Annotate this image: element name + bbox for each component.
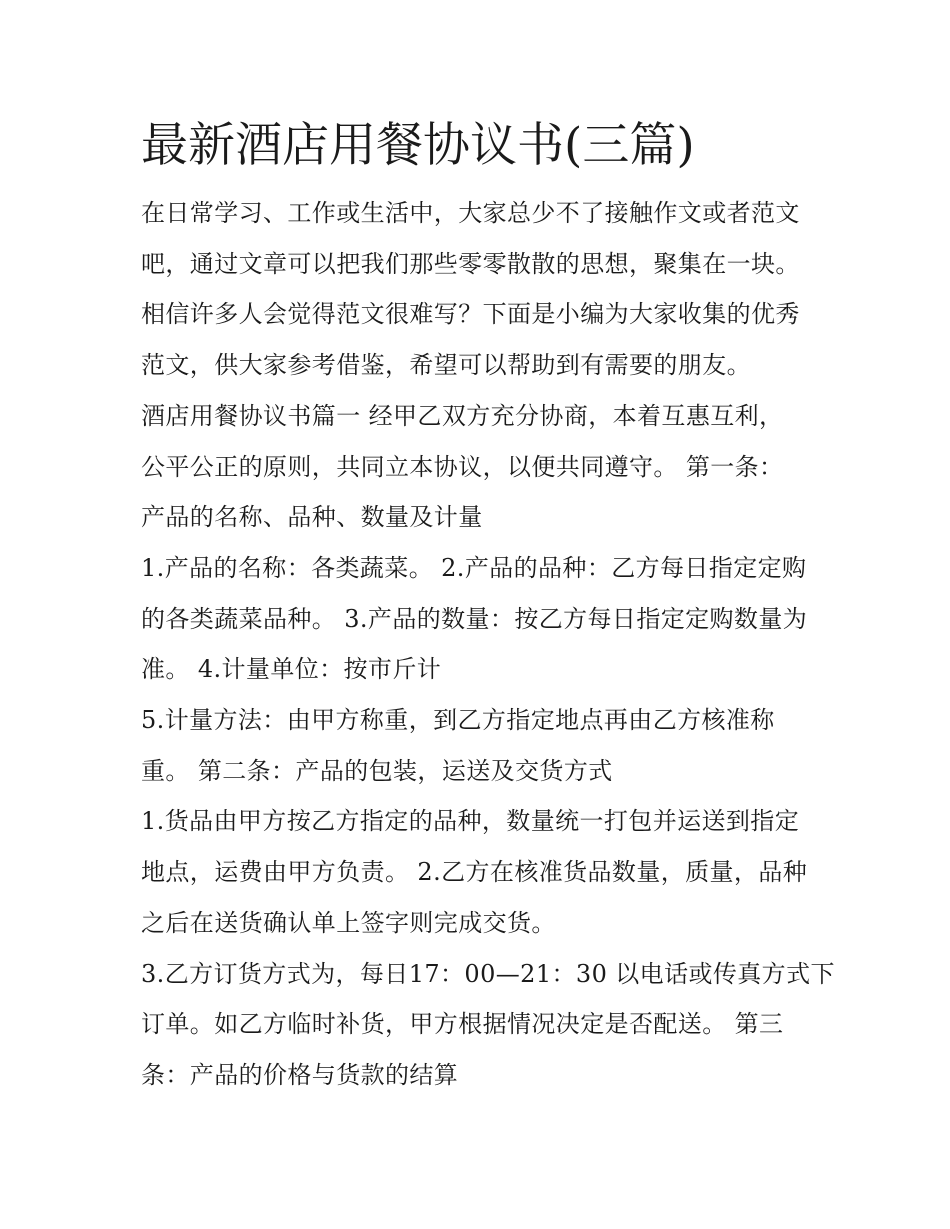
text-line: 公平公正的原则，共同立本协议，以便共同遵守。 第一条： xyxy=(141,452,784,481)
text-line: 产品的名称、品种、数量及计量 xyxy=(141,503,483,532)
text-line: 条：产品的价格与货款的结算 xyxy=(141,1060,459,1089)
text-line: 1.货品由甲方按乙方指定的品种，数量统一打包并运送到指定 xyxy=(141,807,800,836)
text-line: 准。 4.计量单位：按市斤计 xyxy=(141,655,442,684)
text-line: 在日常学习、工作或生活中，大家总少不了接触作文或者范文 xyxy=(141,199,800,227)
text-line: 3.乙方订货方式为，每日17：00—21：30 以电话或传真方式下 xyxy=(141,959,835,988)
text-line: 酒店用餐协议书篇一 经甲乙双方充分协商，本着互惠互利， xyxy=(141,401,784,430)
text-line: 地点，运费由甲方负责。 2.乙方在核准货品数量，质量，品种 xyxy=(141,858,808,887)
paragraph-ordering xyxy=(141,949,835,1101)
paragraph-delivery xyxy=(141,796,821,948)
paragraph-product-items xyxy=(141,543,821,695)
text-line: 订单。如乙方临时补货，甲方根据情况决定是否配送。 第三 xyxy=(141,1010,784,1039)
text-line: 重。 第二条：产品的包装，运送及交货方式 xyxy=(141,756,613,785)
text-line: 1.产品的名称：各类蔬菜。 2.产品的品种：乙方每日指定定购 xyxy=(141,553,807,582)
paragraph-article-1 xyxy=(141,391,821,543)
paragraph-measurement xyxy=(141,695,821,796)
text-line: 5.计量方法：由甲方称重，到乙方指定地点再由乙方核准称 xyxy=(141,706,775,735)
text-line: 范文，供大家参考借鉴，希望可以帮助到有需要的朋友。 xyxy=(141,351,751,380)
document-page xyxy=(141,108,835,1101)
text-line: 之后在送货确认单上签字则完成交货。 xyxy=(141,908,556,937)
document-title: 最新酒店用餐协议书(三篇) xyxy=(141,118,695,173)
text-line: 吧，通过文章可以把我们那些零零散散的思想，聚集在一块。 xyxy=(141,249,800,278)
text-line: 的各类蔬菜品种。 3.产品的数量：按乙方每日指定定购数量为 xyxy=(141,604,808,633)
paragraph-intro xyxy=(141,188,821,391)
text-line: 相信许多人会觉得范文很难写？下面是小编为大家收集的优秀 xyxy=(141,300,800,329)
